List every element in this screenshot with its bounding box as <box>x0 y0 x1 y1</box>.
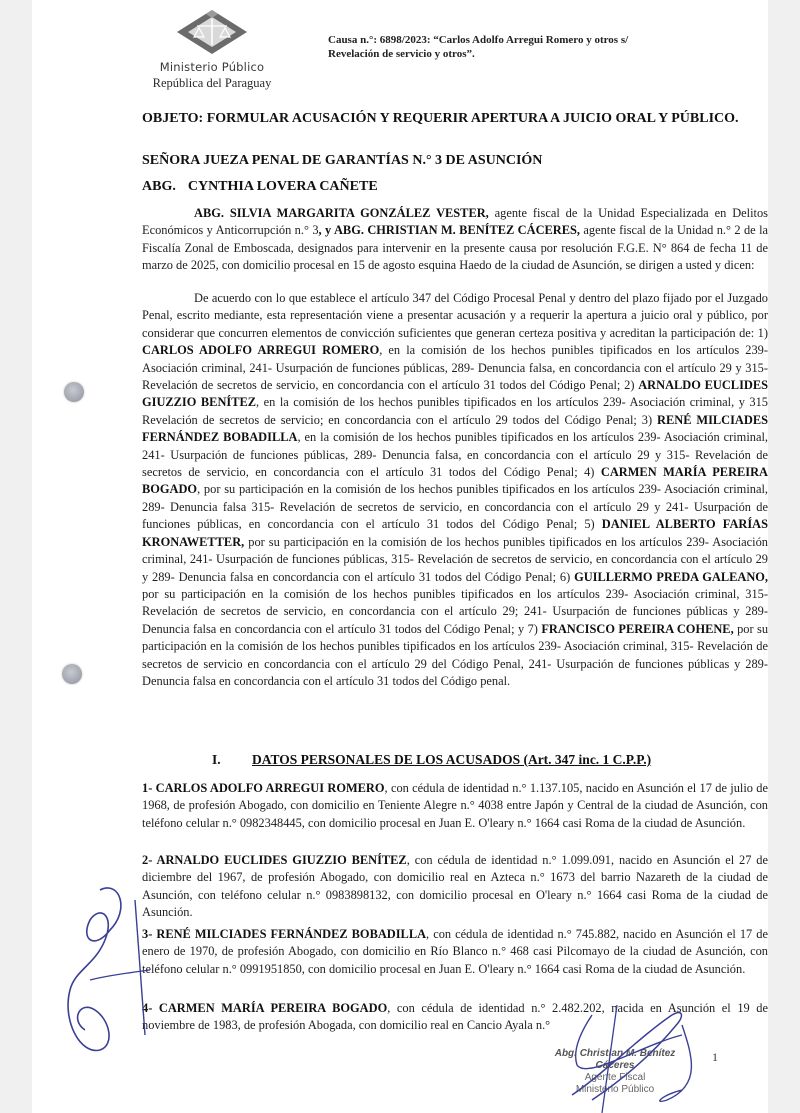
ministerio-publico-scales-emblem-icon <box>175 8 249 56</box>
abg-prefix: ABG. <box>142 179 176 194</box>
accused-data-entry: 2- ARNALDO EUCLIDES GIUZZIO BENÍTEZ, con cédula de identidad n.° 1.099.091, nacido en Asunción el 27 de diciembre del 1967, de profesión Abogado, con domicilio real en Azteca n.° 1673 del barrio Nazareth de la ciudad de Asunción, con teléfono celular n.° 0983898132, con domicilio procesal en O'leary n.° 1664 casi Roma de la ciudad de Asunción. <box>142 853 768 920</box>
section-number: I. <box>212 752 221 767</box>
accusation-paragraph: De acuerdo con lo que establece el artículo 347 del Código Procesal Penal y dentro del plazo fijado por el Juzgado Penal, escrito mediante, esta representación viene a presentar acusación y a requerir la apertura a juicio oral y público, por considerar que concurren elementos de convicción suficientes que generan certeza positiva y acreditan la participación de: 1) CARLOS ADOLFO ARREGUI ROMERO, en la comisión de los hechos punibles tipificados en los artículos 239- Asociación criminal, 241- Usurpación de funciones públicas, 289- Denuncia falsa, en concordancia con el artículo 29 y 315- Revelación de secretos de servicio, en concordancia con el artículo 31 todos del Código Penal; 2) ARNALDO EUCLIDES GIUZZIO BENÍTEZ, en la comisión de los hechos punibles tipificados en los artículos 239- Asociación criminal, y 315 Revelación de secretos de servicio; en concordancia con el artículo 29 todos del Código Penal; 3) RENÉ MILCIADES FERNÁNDEZ BOBADILLA, en la comisión de los hechos punibles tipificados en los artículos 239- Asociación criminal, 241- Usurpación de funciones públicas, 289- Denuncia falsa, en concordancia con el artículo 29 y 315- Revelación de secretos de servicio, en concordancia con el artículo 31 todos del Código Penal; 4) CARMEN MARÍA PEREIRA BOGADO, por su participación en la comisión de los hechos punibles tipificados en los artículos 239- Asociación criminal, 289- Denuncia falsa 315- Revelación de secretos de servicio, en concordancia con el artículo 29 y 241- Usurpación de funciones públicas, en concordancia con el artículo 31 todos del Código Penal; 5) DANIEL ALBERTO FARÍAS KRONAWETTER, por su participación en la comisión de los hechos punibles tipificados en los artículos 239- Asociación criminal, 241- Usurpación de funciones públicas, 315- Revelación de secretos de servicio, en concordancia con el artículo 29 y 289- Denuncia falsa en concordancia con el artículo 31 todos del Código Penal; 6) GUILLERMO PREDA GALEANO, por su participación en la comisión de los hechos punibles tipificados en los artículos 239- Asociación criminal, 315- Revelación de secretos de servicio, en concordancia con el artículo 29; 241- Usurpación de funciones públicas y 289- Denuncia falsa en concordancia con el artículo 31 todos del Código Penal; y 7) FRANCISCO PEREIRA COHENE, por su participación en la comisión de los hechos punibles tipificados en los artículos 239- Asociación criminal, 315- Revelación de secretos de servicio en concordancia con el artículo 29 del Código Penal, 241- Usurpación de funciones públicas y 289- Denuncia falsa en concordancia con el artículo 31 todos del Código penal. <box>142 291 768 688</box>
accused-name: GUILLERMO PREDA GALEANO, <box>574 569 768 584</box>
accused-data-entry: 4- CARMEN MARÍA PEREIRA BOGADO, con cédula de identidad n.° 2.482.202, nacida en Asunción el 19 de noviembre de 1983, de profesión Abogada, con domicilio real en Cancio Ayala n.° <box>142 1001 768 1033</box>
accused-name: CARMEN MARÍA PEREIRA BOGADO <box>142 465 768 497</box>
prosecutor-1-name: ABG. SILVIA MARGARITA GONZÁLEZ VESTER, <box>194 206 489 220</box>
accused-name: DANIEL ALBERTO FARÍAS KRONAWETTER, <box>142 517 768 549</box>
accused-data-entry: 3- RENÉ MILCIADES FERNÁNDEZ BOBADILLA, con cédula de identidad n.° 745.882, nacido en Asunción el 17 de enero de 1970, de profesión Abogado, con domicilio en Río Blanco n.° 468 casi Pilcomayo de la ciudad de Asunción, con teléfono celular n.° 0991951850, con domicilio procesal en Juan E. O'leary n.° 1664 casi Roma de la ciudad de Asunción. <box>142 927 768 976</box>
accused-name: RENÉ MILCIADES FERNÁNDEZ BOBADILLA <box>142 412 768 445</box>
institution-name: Ministerio Público <box>159 60 265 74</box>
case-reference-line1: Causa n.°: 6898/2023: “Carlos Adolfo Arregui Romero y otros s/ <box>328 34 629 46</box>
punch-hole <box>64 382 84 402</box>
section-title: DATOS PERSONALES DE LOS ACUSADOS (Art. 347 inc. 1 C.P.P.) <box>252 752 652 767</box>
accused-name: CARLOS ADOLFO ARREGUI ROMERO <box>142 343 380 358</box>
country-name: República del Paraguay <box>152 76 272 90</box>
accused-name: FRANCISCO PEREIRA COHENE, <box>541 621 734 636</box>
punch-hole <box>62 664 82 684</box>
intro-paragraph: ABG. SILVIA MARGARITA GONZÁLEZ VESTER, agente fiscal de la Unidad Especializada en Delitos Económicos y Anticorrupción n.° 3, y ABG. CHRISTIAN M. BENÍTEZ CÁCERES, agente fiscal de la Unidad n.° 2 de la Fiscalía Zonal de Emboscada, designados para intervenir en la presente causa por resolución F.G.E. N° 864 de fecha 11 de marzo de 2025, con domicilio procesal en 15 de agosto esquina Haedo de la ciudad de Asunción, se dirigen a usted y dicen: <box>142 206 768 273</box>
accused-data-entry: 1- CARLOS ADOLFO ARREGUI ROMERO, con cédula de identidad n.° 1.137.105, nacido en Asunción el 17 de julio de 1968, de profesión Abogado, con domicilio en Teniente Alegre n.° 4038 entre Japón y Central de la ciudad de Asunción, con teléfono celular n.° 0982348445, con domicilio procesal en Juan E. O'leary n.° 1664 casi Roma de la ciudad de Asunción. <box>142 781 768 830</box>
page-number: 1 <box>712 1050 718 1064</box>
document-page <box>32 0 768 1113</box>
judge-name: CYNTHIA LOVERA CAÑETE <box>187 179 378 194</box>
accused-name: ARNALDO EUCLIDES GIUZZIO BENÍTEZ <box>142 378 768 410</box>
addressee-judge-name <box>142 178 762 196</box>
section-heading <box>212 752 732 768</box>
document-subject: OBJETO: FORMULAR ACUSACIÓN Y REQUERIR APERTURA A JUICIO ORAL Y PÚBLICO. <box>142 111 739 126</box>
case-reference <box>328 33 748 61</box>
prosecutor-stamp: Abg. Christian M. Benítez Cáceres Agente Fiscal Ministerio Público <box>554 1048 676 1095</box>
signature-left-margin-icon <box>40 870 150 1070</box>
case-reference-line2: Revelación de servicio y otros”. <box>328 48 475 60</box>
letterhead-logo <box>142 8 282 91</box>
addressee-judge-title: SEÑORA JUEZA PENAL DE GARANTÍAS N.° 3 DE ASUNCIÓN <box>142 153 543 168</box>
prosecutor-2-name: ABG. CHRISTIAN M. BENÍTEZ CÁCERES, <box>333 223 580 238</box>
